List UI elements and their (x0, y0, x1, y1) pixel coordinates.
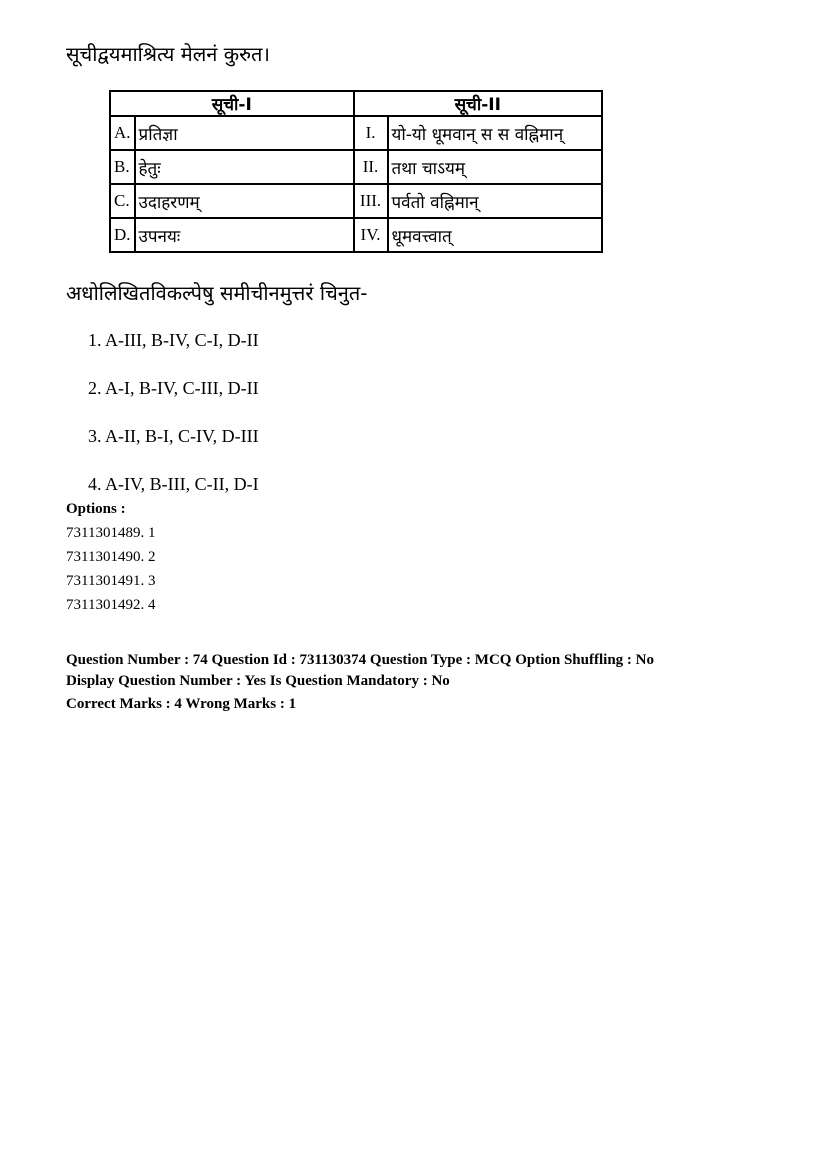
list2-label: I. (354, 116, 388, 150)
answer-choice-3: 3. A-II, B-I, C-IV, D-III (88, 426, 259, 446)
list1-item: उपनयः (135, 218, 354, 252)
list1-label: B. (110, 150, 135, 184)
option-id-3: 7311301491. 3 (66, 573, 156, 589)
table-row (110, 150, 602, 184)
meta-line-question-info: Question Number : 74 Question Id : 731130374 Question Type : MCQ Option Shuffling : No (66, 652, 654, 668)
option-id-1: 7311301489. 1 (66, 525, 156, 541)
option-id-2: 7311301490. 2 (66, 549, 156, 565)
meta-line-marks: Correct Marks : 4 Wrong Marks : 1 (66, 696, 297, 712)
instruction-text: अधोलिखितविकल्पेषु समीचीनमुत्तरं चिनुत- (66, 281, 368, 305)
list2-item: तथा चाऽयम् (388, 150, 602, 184)
meta-line-display-info: Display Question Number : Yes Is Question Mandatory : No (66, 673, 450, 689)
table-row (110, 184, 602, 218)
list2-label: IV. (354, 218, 388, 252)
list1-item: प्रतिज्ञा (135, 116, 354, 150)
answer-list (88, 325, 259, 517)
list1-label: C. (110, 184, 135, 218)
list1-header: सूची-I (110, 91, 354, 116)
options-block (66, 497, 155, 617)
list1-item: उदाहरणम् (135, 184, 354, 218)
list2-item: यो-यो धूमवान् स स वह्निमान् (388, 116, 602, 150)
list2-label: III. (354, 184, 388, 218)
list1-label: D. (110, 218, 135, 252)
option-id-4: 7311301492. 4 (66, 597, 156, 613)
table-header-row (110, 91, 602, 116)
list1-item: हेतुः (135, 150, 354, 184)
answer-choice-2: 2. A-I, B-IV, C-III, D-II (88, 378, 259, 398)
table-row (110, 218, 602, 252)
answer-choice-4: 4. A-IV, B-III, C-II, D-I (88, 474, 259, 494)
list2-header: सूची-II (354, 91, 602, 116)
options-heading: Options : (66, 501, 126, 517)
match-table (109, 90, 603, 253)
table-row (110, 116, 602, 150)
list2-item: पर्वतो वह्निमान् (388, 184, 602, 218)
question-prompt: सूचीद्वयमाश्रित्य मेलनं कुरुत। (66, 42, 271, 66)
list2-label: II. (354, 150, 388, 184)
answer-choice-1: 1. A-III, B-IV, C-I, D-II (88, 330, 259, 350)
question-meta (66, 650, 654, 715)
list2-item: धूमवत्त्वात् (388, 218, 602, 252)
list1-label: A. (110, 116, 135, 150)
